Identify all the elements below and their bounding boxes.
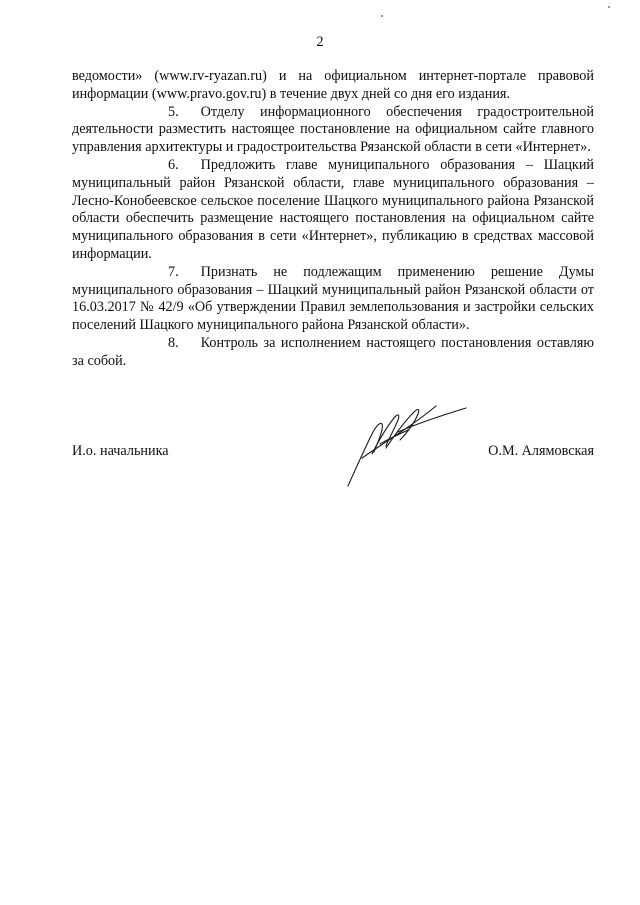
signatory-name: О.М. Алямовская: [488, 443, 594, 459]
paragraph-number: 5.: [168, 103, 179, 120]
paragraph-item-6: [72, 157, 594, 264]
paragraph-number: 7.: [168, 263, 179, 280]
paragraph-item-5: [72, 104, 594, 157]
paragraph-text: Отделу информационного обеспечения градостроительной деятельности разместить настоящее постановление на официальном сайте главного управления архитектуры и градостроительства Рязанской области в сети «Интернет».: [72, 103, 594, 156]
paragraph-item-8: [72, 335, 594, 371]
paragraph-text: Контроль за исполнением настоящего постановления оставляю за собой.: [72, 334, 594, 369]
signatory-title: И.о. начальника: [72, 443, 169, 459]
page-number: 2: [316, 34, 324, 50]
paragraph-text: ведомости» (www.rv-ryazan.ru) и на официальном интернет-портале правовой информации (www.pravo.gov.ru) в течение двух дней со дня его издания.: [72, 68, 594, 102]
paragraph-number: 8.: [168, 334, 179, 351]
paragraph-number: 6.: [168, 156, 179, 173]
signature-block: [72, 443, 594, 463]
paragraph-item-7: [72, 264, 594, 335]
paragraph-text: Предложить главе муниципального образования – Шацкий муниципальный район Рязанской области, главе муниципального образования – Лесно-Конобеевское сельское поселение Шацкого муниципального района Рязанской области обеспечить размещение настоящего постановления на официальном сайте муниципального образования в сети «Интернет», публикацию в средствах массовой информации.: [72, 156, 594, 262]
paragraph-continuation: [72, 68, 594, 104]
paragraph-text: Признать не подлежащим применению решение Думы муниципального образования – Шацкий муниципальный район Рязанской области от 16.03.2017 № 42/9 «Об утверждении Правил землепользования и застройки сельских поселений Шацкого муниципального района Рязанской области».: [72, 263, 594, 334]
document-body: [72, 68, 594, 371]
scan-speck: [608, 6, 610, 8]
scan-speck: [381, 15, 383, 17]
